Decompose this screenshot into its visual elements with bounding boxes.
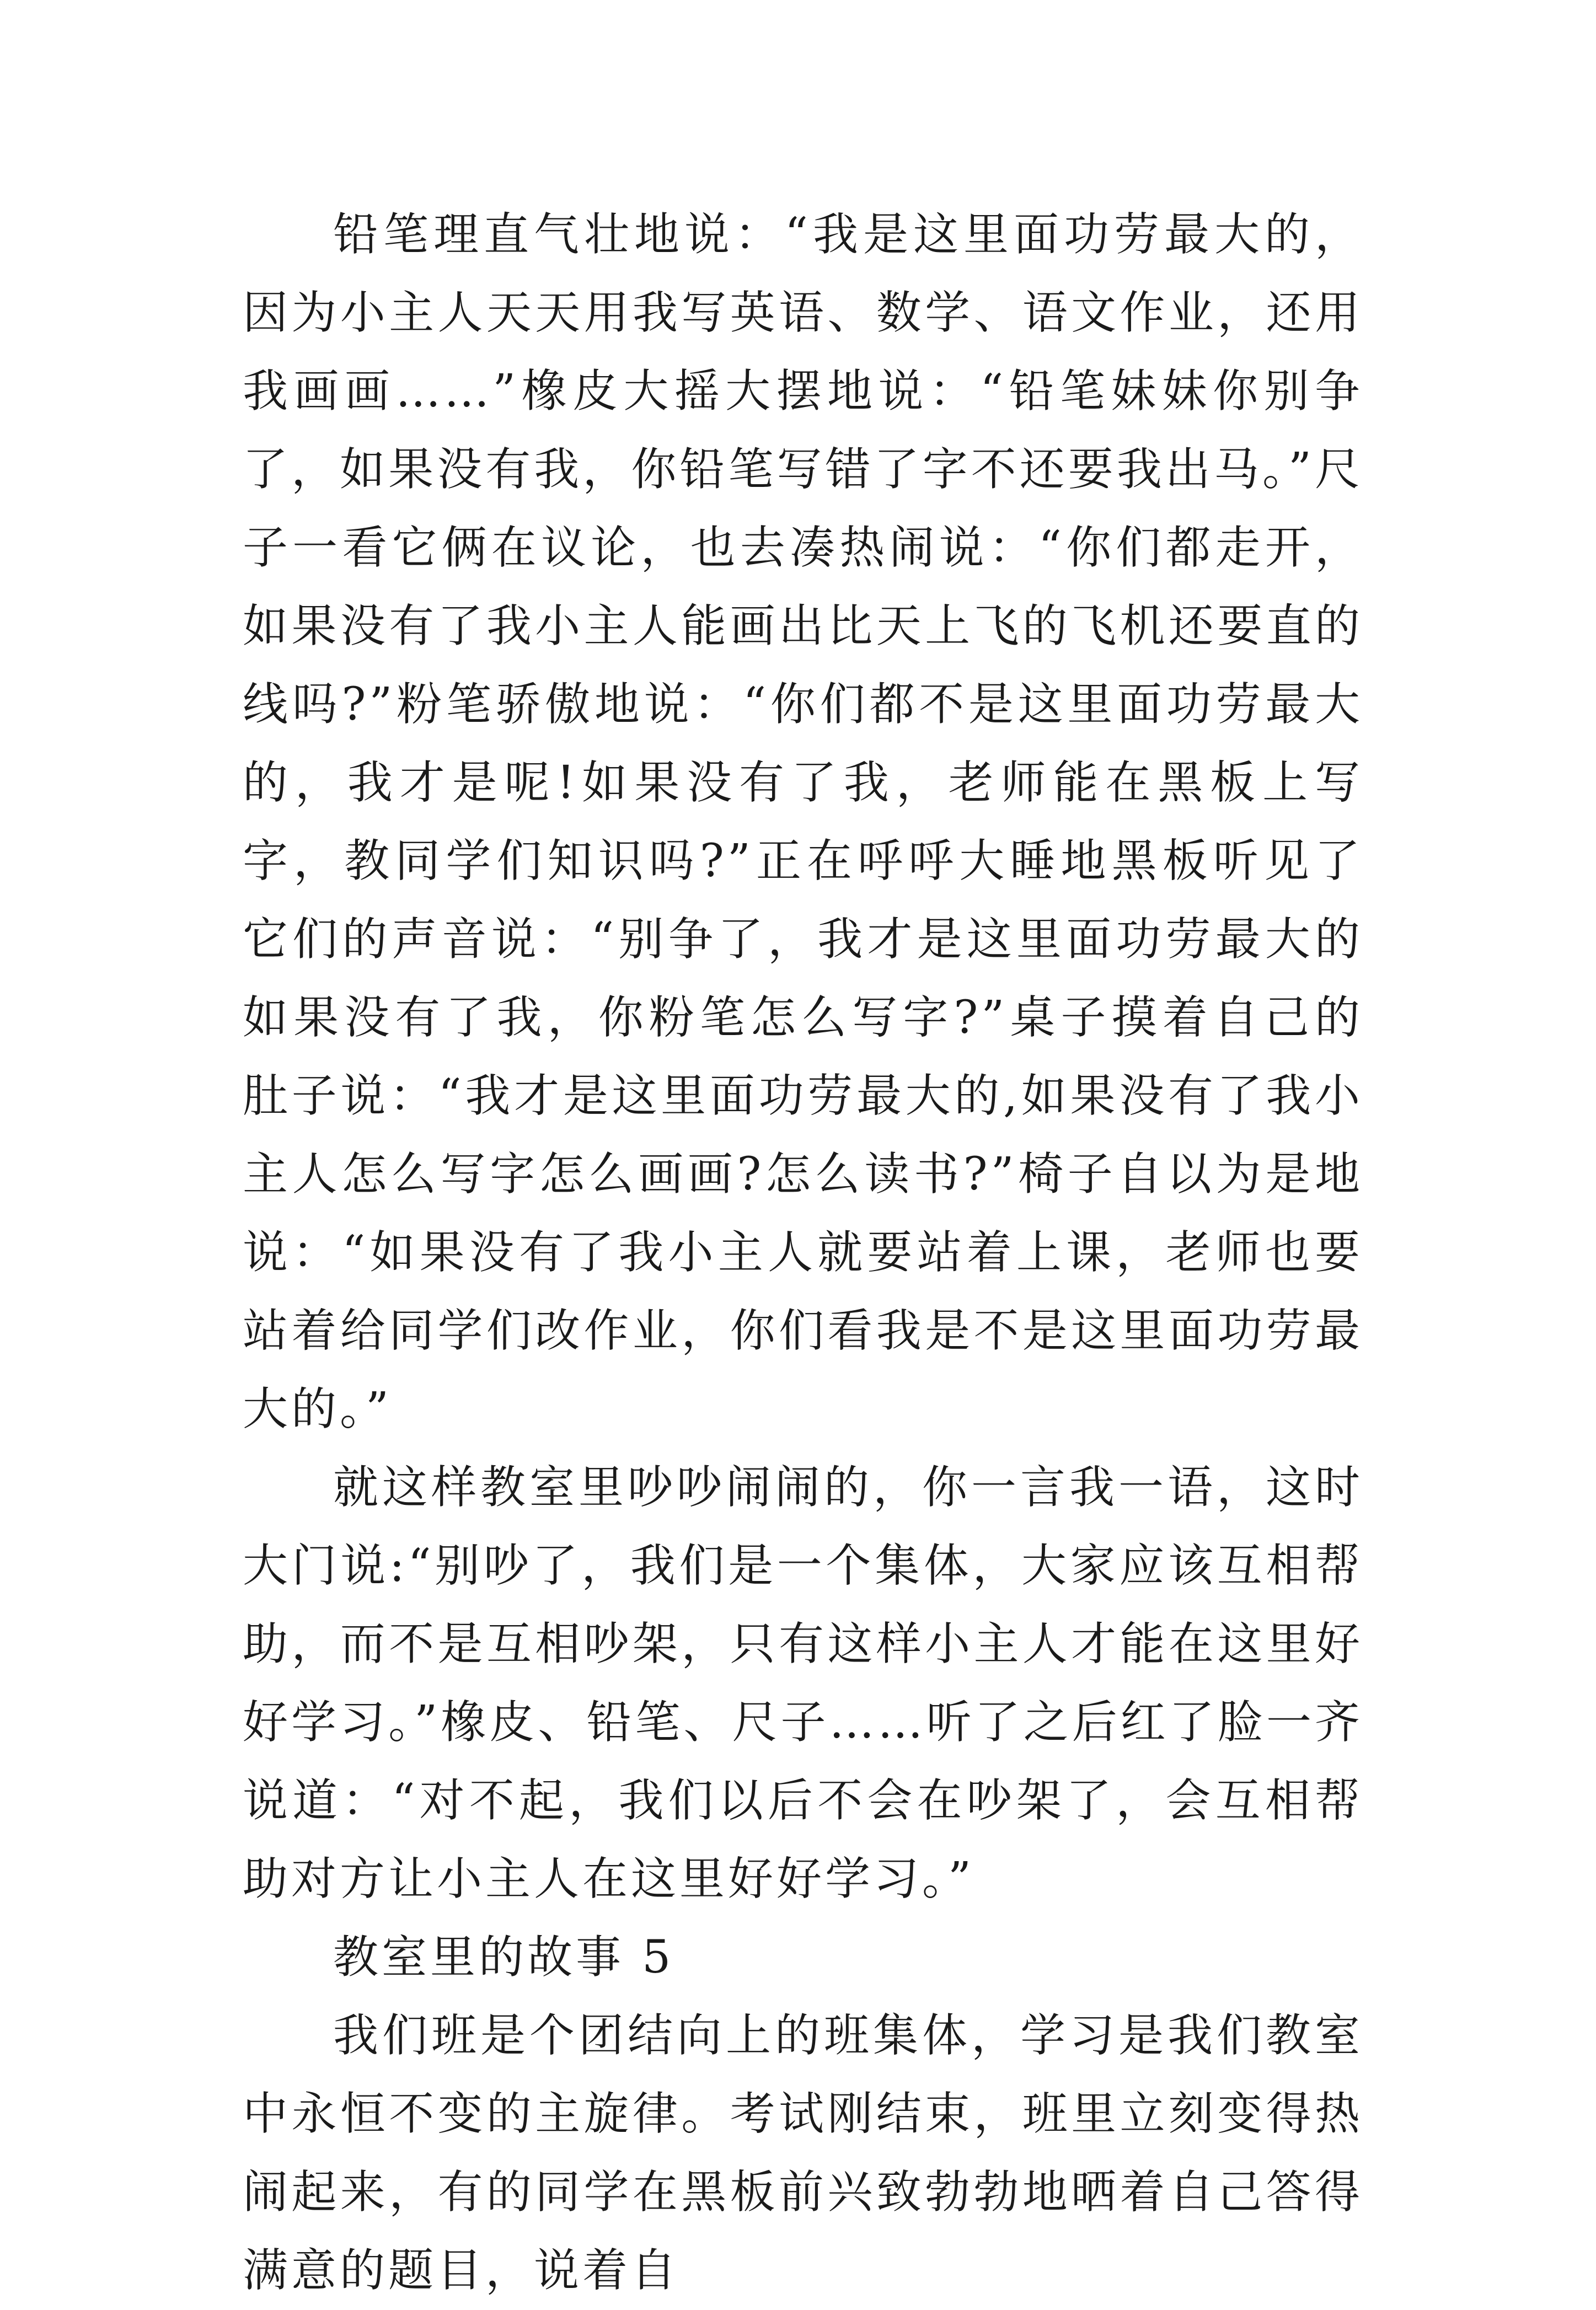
paragraph-class-intro: 我们班是个团结向上的班集体，学习是我们教室中永恒不变的主旋律。考试刚结束，班里立刻变得热闹起来，有的同学在黑板前兴致勃勃地晒着自己答得满意的题目，说着自 <box>243 2009 1363 2297</box>
paragraph-resolution: 就这样教室里吵吵闹闹的，你一言我一语，这时大门说:“别吵了，我们是一个集体，大家应该互相帮助，而不是互相吵架，只有这样小主人才能在这里好好学习。”橡皮、铅笔、尺子……听了之后红了脸一齐说道：“对不起，我们以后不会在吵架了，会互相帮助对方让小主人在这里好好学习。” <box>243 1461 1363 1905</box>
document-body <box>243 196 1363 2310</box>
section-title: 教室里的故事 5 <box>333 1931 674 1984</box>
paragraph-dialogue: 铅笔理直气壮地说：“我是这里面功劳最大的，因为小主人天天用我写英语、数学、语文作业，还用我画画……”橡皮大摇大摆地说：“铅笔妹妹你别争了，如果没有我，你铅笔写错了字不还要我出马。”尺子一看它俩在议论，也去凑热闹说：“你们都走开，如果没有了我小主人能画出比天上飞的飞机还要直的线吗?”粉笔骄傲地说：“你们都不是这里面功劳最大的，我才是呢!如果没有了我，老师能在黑板上写字，教同学们知识吗?”正在呼呼大睡地黑板听见了它们的声音说：“别争了，我才是这里面功劳最大的如果没有了我，你粉笔怎么写字?”桌子摸着自己的肚子说：“我才是这里面功劳最大的,如果没有了我小主人怎么写字怎么画画?怎么读书?”椅子自以为是地说：“如果没有了我小主人就要站着上课，老师也要站着给同学们改作业，你们看我是不是这里面功劳最大的。” <box>243 208 1363 1435</box>
